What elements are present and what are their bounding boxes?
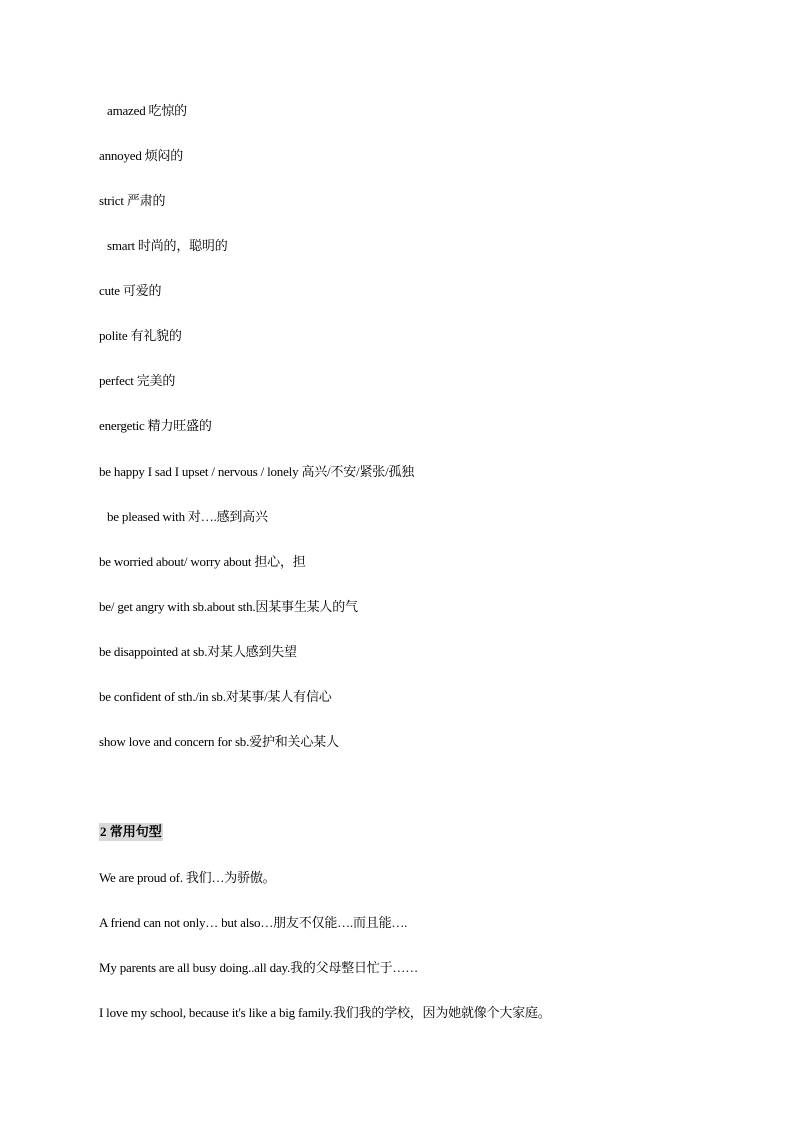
vocab-item-be-angry-with: be/ get angry with sb.about sth.因某事生某人的气 (99, 599, 358, 614)
vocab-item-polite: polite 有礼貌的 (99, 328, 182, 343)
vocab-item-be-disappointed-at: be disappointed at sb.对某人感到失望 (99, 644, 297, 659)
sentence-item-not-only: A friend can not only… but also…朋友不仅能….而且能…. (99, 915, 408, 930)
vocab-item-amazed: amazed 吃惊的 (107, 103, 187, 118)
sentence-item-big-family: I love my school, because it's like a big family.我们我的学校，因为她就像个大家庭。 (99, 1005, 551, 1020)
vocab-item-annoyed: annoyed 烦闷的 (99, 148, 184, 163)
sentence-item-busy-doing: My parents are all busy doing..all day.我的父母整日忙于…… (99, 960, 419, 975)
vocab-item-be-happy: be happy I sad I upset / nervous / lonely 高兴/不安/紧张/孤独 (99, 464, 415, 479)
vocab-item-strict: strict 严肃的 (99, 193, 166, 208)
vocab-item-be-worried-about: be worried about/ worry about 担心，担 (99, 554, 306, 569)
vocab-item-smart: smart 时尚的，聪明的 (107, 238, 228, 253)
vocab-item-be-confident-of: be confident of sth./in sb.对某事/某人有信心 (99, 689, 332, 704)
section-heading: 2 常用句型 (100, 824, 162, 839)
vocab-item-energetic: energetic 精力旺盛的 (99, 418, 212, 433)
vocab-item-perfect: perfect 完美的 (99, 373, 176, 388)
sentence-item-proud-of: We are proud of. 我们…为骄傲。 (99, 870, 276, 885)
vocab-item-show-love: show love and concern for sb.爱护和关心某人 (99, 734, 339, 749)
vocab-item-be-pleased-with: be pleased with 对….感到高兴 (107, 509, 268, 524)
vocab-item-cute: cute 可爱的 (99, 283, 162, 298)
